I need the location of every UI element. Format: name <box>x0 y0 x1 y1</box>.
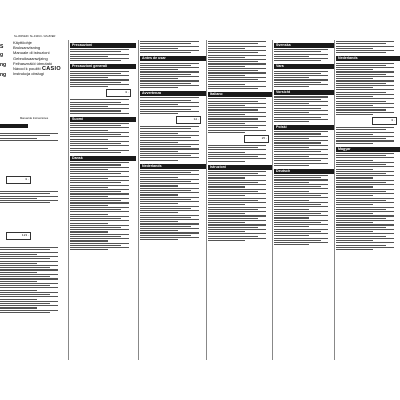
calc-display: 0. <box>6 176 31 184</box>
section-header: Precauzioni generali <box>70 64 136 69</box>
edge-letter: S <box>0 44 4 50</box>
section-header: Antes de usar <box>140 56 206 61</box>
column-divider <box>334 40 335 360</box>
cover-text <box>0 190 64 205</box>
section-header: Vorsicht <box>274 90 334 95</box>
section-header: Precauzioni <box>70 43 136 48</box>
cover-footer: Manual de Instrucciones <box>20 117 49 120</box>
section-header: Dansk <box>70 156 136 161</box>
language-item: Instrukcja obsługi <box>13 71 44 77</box>
cover-text <box>0 246 64 314</box>
section-header: Suomi <box>70 117 136 122</box>
section-header: Deutsch <box>274 169 334 174</box>
column-divider <box>138 40 139 360</box>
calc-display: 0. <box>372 117 397 125</box>
brand-logo: CASIO <box>42 66 61 72</box>
calc-display: 12. <box>176 116 201 124</box>
section-header: Polski <box>274 125 334 130</box>
language-item: Gebruiksaanwijzing <box>13 55 48 61</box>
section-header: Nederlands <box>140 164 206 169</box>
edge-letter: ng <box>0 72 7 78</box>
section-header: Svenska <box>274 43 334 48</box>
section-header: Magyar <box>336 147 400 152</box>
section-header: Italiano <box>208 92 272 97</box>
text-column-2 <box>70 40 136 360</box>
text-column-4 <box>208 40 272 360</box>
column-divider <box>68 40 69 360</box>
section-bar <box>0 124 28 128</box>
section-header: Nederlands <box>336 56 400 61</box>
language-item: Bruksanvisning <box>13 45 41 51</box>
column-divider <box>272 40 273 360</box>
language-item: Felhasználói útmutató <box>13 60 53 66</box>
column-divider <box>206 40 207 360</box>
edge-letter: ng <box>0 62 7 68</box>
language-item: Manuale di istruzioni <box>13 50 50 56</box>
edge-letter: g <box>0 52 4 58</box>
language-item: Návod k použití <box>13 66 41 72</box>
language-item: Käyttöohje <box>13 40 32 45</box>
text-column-3 <box>140 40 206 360</box>
section-header: Istruzioni <box>208 165 272 170</box>
text-column-6 <box>336 40 400 360</box>
calc-display: 123. <box>6 232 31 240</box>
section-header: Avvertenza <box>140 91 206 96</box>
cover-panel <box>0 0 66 400</box>
calc-display: 0. <box>106 89 131 97</box>
cover-text <box>0 132 64 142</box>
calc-display: 25. <box>244 135 269 143</box>
text-column-5 <box>274 40 334 360</box>
model-line: SL-300VER / SL-310UC / HS-8VER <box>14 35 56 38</box>
section-header: Vara <box>274 64 334 69</box>
